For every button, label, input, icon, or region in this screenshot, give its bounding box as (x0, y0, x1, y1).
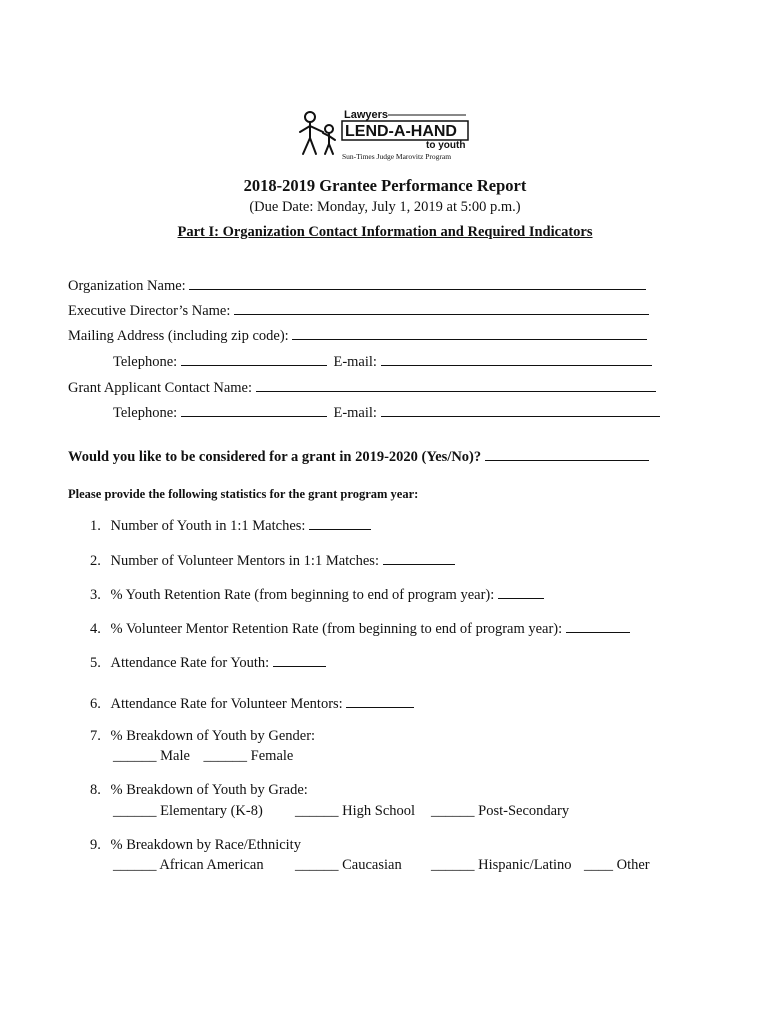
mailing-field[interactable] (292, 325, 647, 340)
hispanic-latino-blank[interactable]: ______ (431, 857, 475, 873)
item-number: 6. (90, 696, 101, 712)
mailing-label: Mailing Address (including zip code): (68, 328, 289, 344)
post-secondary-label: Post-Secondary (478, 803, 570, 819)
item-text: % Volunteer Mentor Retention Rate (from beginning to end of program year): (110, 621, 563, 637)
stat-item-8 (90, 782, 308, 799)
item-number: 4. (90, 621, 101, 637)
logo-program: Sun-Times Judge Marovitz Program (342, 152, 452, 161)
female-label: Female (250, 748, 294, 764)
stat-item-4 (90, 618, 630, 638)
stick-figures-icon (300, 112, 335, 154)
contact-telephone-field[interactable] (181, 402, 327, 417)
stat-item-3 (90, 584, 544, 604)
org-phone-row (113, 351, 652, 371)
org-name-label: Organization Name: (68, 278, 186, 294)
email-label: E-mail: (333, 354, 377, 370)
item-number: 1. (90, 518, 101, 534)
org-name-field[interactable] (189, 275, 646, 290)
other-label: Other (616, 857, 650, 873)
org-telephone-field[interactable] (181, 351, 327, 366)
mentor-matches-field[interactable] (383, 550, 455, 565)
report-title: 2018-2019 Grantee Performance Report (243, 176, 527, 195)
youth-retention-field[interactable] (498, 584, 544, 599)
grade-opt-1 (113, 803, 263, 820)
mailing-row (68, 325, 647, 345)
grant-contact-row (68, 377, 656, 397)
elementary-label: Elementary (K-8) (160, 803, 263, 819)
due-date: (Due Date: Monday, July 1, 2019 at 5:00 p.m.) (249, 199, 521, 215)
logo-lawyers: Lawyers (344, 109, 389, 121)
youth-matches-field[interactable] (309, 515, 371, 530)
youth-attendance-field[interactable] (273, 652, 326, 667)
stat-item-2 (90, 550, 455, 570)
item-number: 2. (90, 553, 101, 569)
exec-director-field[interactable] (234, 300, 649, 315)
item-text: % Youth Retention Rate (from beginning to end of program year): (110, 587, 495, 603)
logo-to-youth: to youth (426, 140, 466, 151)
contact-phone-row (113, 402, 660, 422)
telephone-label: Telephone: (113, 354, 178, 370)
item-number: 3. (90, 587, 101, 603)
org-name-row (68, 275, 646, 295)
high-school-blank[interactable]: ______ (295, 803, 339, 819)
grant-question-row (68, 446, 649, 466)
mentor-attendance-field[interactable] (346, 693, 414, 708)
item-number: 7. (90, 728, 101, 744)
stat-item-6 (90, 693, 414, 713)
grant-answer-field[interactable] (485, 446, 649, 461)
race-opt-3 (431, 857, 572, 874)
african-american-label: African American (159, 857, 264, 873)
email-label: E-mail: (333, 405, 377, 421)
high-school-label: High School (342, 803, 416, 819)
stat-item-7 (90, 728, 315, 745)
item-number: 9. (90, 837, 101, 853)
contact-email-field[interactable] (381, 402, 660, 417)
race-opt-4 (584, 857, 650, 874)
grant-question: Would you like to be considered for a grant in 2019-2020 (Yes/No)? (68, 449, 482, 465)
race-opt-1 (113, 857, 264, 874)
part-heading: Part I: Organization Contact Information and Required Indicators (177, 224, 593, 240)
mentor-retention-field[interactable] (566, 618, 630, 633)
caucasian-label: Caucasian (342, 857, 402, 873)
grade-opt-2 (295, 803, 415, 820)
other-blank[interactable]: ____ (584, 857, 613, 873)
item-text: % Breakdown of Youth by Gender: (110, 728, 316, 744)
telephone-label: Telephone: (113, 405, 178, 421)
exec-director-label: Executive Director’s Name: (68, 303, 231, 319)
stat-item-1 (90, 515, 371, 535)
post-secondary-blank[interactable]: ______ (431, 803, 475, 819)
male-label: Male (160, 748, 190, 764)
item-text: Attendance Rate for Volunteer Mentors: (110, 696, 343, 712)
female-blank[interactable]: ______ (203, 748, 248, 764)
exec-director-row (68, 300, 649, 320)
item-text: Number of Volunteer Mentors in 1:1 Matches: (110, 553, 379, 569)
item-text: % Breakdown of Youth by Grade: (110, 782, 308, 798)
stats-intro: Please provide the following statistics for the grant program year: (68, 487, 419, 501)
hispanic-latino-label: Hispanic/Latino (478, 857, 572, 873)
male-blank[interactable]: ______ (113, 748, 157, 764)
grade-opt-3 (431, 803, 569, 820)
item-text: Number of Youth in 1:1 Matches: (110, 518, 306, 534)
item-number: 5. (90, 655, 101, 671)
item-number: 8. (90, 782, 101, 798)
item-text: % Breakdown by Race/Ethnicity (110, 837, 301, 853)
caucasian-blank[interactable]: ______ (295, 857, 339, 873)
lend-a-hand-logo (296, 104, 476, 162)
stat-item-5 (90, 652, 326, 672)
org-email-field[interactable] (381, 351, 652, 366)
grant-contact-label: Grant Applicant Contact Name: (68, 380, 253, 396)
item-text: Attendance Rate for Youth: (110, 655, 270, 671)
elementary-blank[interactable]: ______ (113, 803, 157, 819)
gender-options (113, 748, 293, 765)
grant-contact-field[interactable] (256, 377, 656, 392)
stat-item-9 (90, 837, 301, 854)
race-opt-2 (295, 857, 402, 874)
african-american-blank[interactable]: ______ (113, 857, 157, 873)
logo-lend-a-hand: LEND-A-HAND (345, 123, 457, 140)
